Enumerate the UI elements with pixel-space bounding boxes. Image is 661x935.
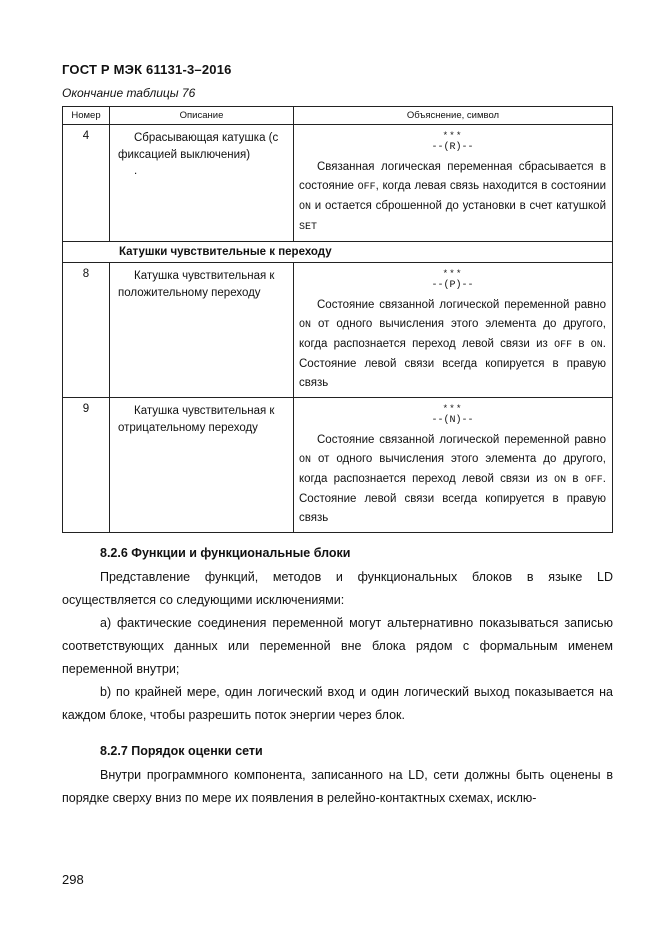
row-number: 4 — [63, 125, 110, 242]
coil-symbol-reset: --(R)-- — [431, 142, 474, 153]
description-text: Катушка чувствительная к отрицательному переходу — [118, 405, 275, 434]
coil-symbol-negative: --(N)-- — [431, 415, 474, 426]
table-row — [63, 398, 613, 533]
symbols-table — [62, 106, 613, 533]
section-title-8-2-7: 8.2.7 Порядок оценки сети — [100, 744, 263, 758]
table-header-row — [63, 107, 613, 125]
group-title: Катушки чувствительные к переходу — [63, 242, 613, 263]
column-header-number: Номер — [63, 107, 110, 125]
explanation-text: Состояние связанной логической переменной равно ON от одного вычисления этого элемента до другого, когда распознается переход левой связи из OFF в ON. Состояние левой связи всегда копируется в правую связь — [299, 299, 606, 389]
row-description — [110, 263, 294, 398]
paragraph: Внутри программного компонента, записанного на LD, сети должны быть оценены в порядке сверху вниз по мере их появления в релейно-контактных схемах, исклю- — [62, 768, 613, 805]
column-header-description: Описание — [110, 107, 294, 125]
row-description — [110, 125, 294, 242]
paragraph: a) фактические соединения переменной могут альтернативно показываться записью соответствующих данных или переменной вне блока рядом с формальным именем переменной внутри; — [62, 616, 613, 676]
description-text: Сбрасывающая катушка (с фиксацией выключения) — [118, 132, 279, 161]
row-number: 8 — [63, 263, 110, 398]
description-text: Катушка чувствительная к положительному переходу — [118, 270, 275, 299]
symbol-variable-placeholder: *** — [442, 130, 463, 141]
column-header-explanation: Объяснение, символ — [294, 107, 613, 125]
document-header: ГОСТ Р МЭК 61131-3–2016 — [62, 62, 232, 77]
paragraph: b) по крайней мере, один логический вход и один логический выход показывается на каждом блоке, чтобы разрешить поток энергии через блок. — [62, 685, 613, 722]
row-number: 9 — [63, 398, 110, 533]
symbol-variable-placeholder: *** — [442, 268, 463, 279]
row-explanation — [294, 263, 613, 398]
section-title-8-2-6: 8.2.6 Функции и функциональные блоки — [100, 546, 351, 560]
table-group-row — [63, 242, 613, 263]
symbol-variable-placeholder: *** — [442, 403, 463, 414]
row-description — [110, 398, 294, 533]
table-caption: Окончание таблицы 76 — [62, 86, 196, 100]
coil-symbol-positive: --(P)-- — [431, 280, 474, 291]
row-explanation — [294, 398, 613, 533]
table-row — [63, 263, 613, 398]
section-body-8-2-6 — [62, 566, 613, 727]
page-number: 298 — [62, 872, 84, 887]
explanation-text: Связанная логическая переменная сбрасывается в состояние OFF, когда левая связь находится в состоянии ON и остается сброшенной до установки в счет катушкой SET — [299, 161, 606, 233]
paragraph: Представление функций, методов и функциональных блоков в языке LD осуществляется со следующими исключениями: — [62, 570, 613, 607]
row-explanation — [294, 125, 613, 242]
table-row — [63, 125, 613, 242]
explanation-text: Состояние связанной логической переменной равно ON от одного вычисления этого элемента до другого, когда распознается переход левой связи из ON в OFF. Состояние левой связи всегда копируется в правую связь — [299, 434, 606, 524]
section-body-8-2-7 — [62, 764, 613, 810]
description-mark: . — [134, 165, 138, 177]
